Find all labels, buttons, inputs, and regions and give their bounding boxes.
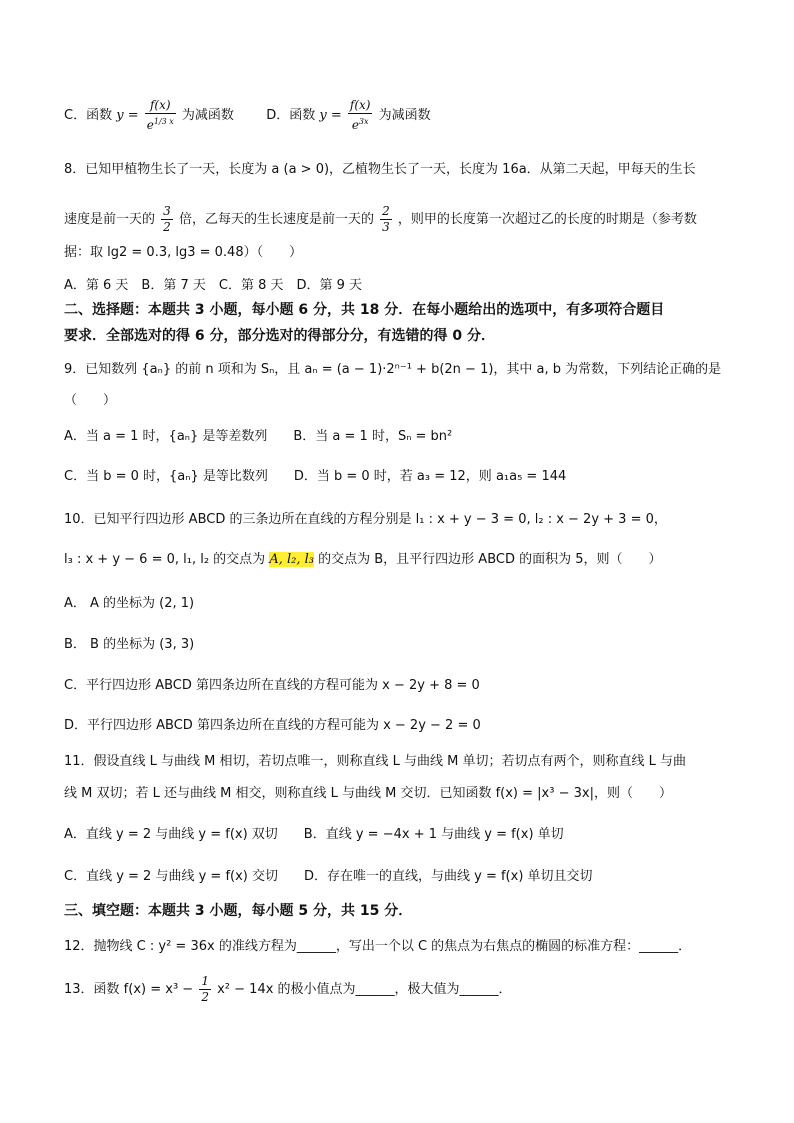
q7c-den-exp: 1/3 x: [153, 117, 174, 126]
q7d-numerator: f(x): [349, 98, 371, 112]
section-2-heading-line-1: 二、选择题：本题共 3 小题，每小题 6 分，共 18 分．在每小题给出的选项中，有多项符合题目: [64, 302, 665, 318]
q7c-suffix: 为减函数: [181, 108, 234, 123]
q8-frac1-den: 2: [163, 220, 171, 234]
q9-line-2: （ ）: [64, 393, 117, 408]
q7c-y: y =: [116, 108, 139, 123]
q7d-den-base: e: [351, 118, 359, 132]
q7c-numerator: f(x): [145, 98, 176, 114]
q7d-den-exp: 3x: [358, 117, 369, 126]
q7c-denominator: [145, 114, 176, 133]
q7d-y: y =: [319, 108, 342, 123]
q7d-fraction: [348, 98, 373, 133]
q11-options-ab: A．直线 y = 2 与曲线 y = f(x) 双切 B．直线 y = −4x + 1 与曲线 y = f(x) 单切: [64, 827, 564, 842]
q7d-denominator: [348, 114, 373, 133]
q8-line2-c: ，则甲的长度第一次超过乙的长度的时期是（参考数: [397, 212, 697, 227]
q13-a: 13．函数 f(x) = x³ −: [64, 982, 194, 997]
section-2-heading-line-2: 要求．全部选对的得 6 分，部分选对的得部分分，有选错的得 0 分．: [64, 328, 495, 344]
q8-line2-b: 倍，乙每天的生长速度是前一天的: [178, 212, 374, 227]
q8-line-1: 8．已知甲植物生长了一天，长度为 a (a > 0)，乙植物生长了一天，长度为 16a．从第二天起，甲每天的生长: [64, 162, 696, 177]
q8-frac2-num: 2: [382, 204, 390, 218]
q8-line-2: [64, 204, 697, 235]
q7d-suffix: 为减函数: [378, 108, 431, 123]
q11-options-cd: C．直线 y = 2 与曲线 y = f(x) 交切 D．存在唯一的直线，与曲线 y = f(x) 单切且交切: [64, 869, 593, 884]
q7c-prefix: C．函数: [64, 108, 113, 123]
q10-highlight: A, l₂, l₃: [269, 552, 314, 567]
q11-line-2: 线 M 双切；若 L 还与曲线 M 相交，则称直线 L 与曲线 M 交切．已知函数 f(x) = |x³ − 3x|，则（ ）: [64, 786, 672, 801]
q9-options-cd: C．当 b = 0 时，{aₙ} 是等比数列 D．当 b = 0 时，若 a₃ = 12，则 a₁a₅ = 144: [64, 469, 567, 484]
q10-option-c: C．平行四边形 ABCD 第四条边所在直线的方程可能为 x − 2y + 8 = 0: [64, 678, 480, 693]
q10-line2-a: l₃ : x + y − 6 = 0, l₁, l₂ 的交点为: [64, 552, 266, 567]
q8-fraction-3-2: [161, 204, 173, 235]
q10-option-b: B． B 的坐标为 (3, 3): [64, 637, 195, 652]
q10-option-d: D．平行四边形 ABCD 第四条边所在直线的方程可能为 x − 2y − 2 = 0: [64, 718, 481, 733]
q10-line2-b: 的交点为 B，且平行四边形 ABCD 的面积为 5，则（ ）: [318, 552, 662, 567]
q8-line-3: 据：取 lg2 = 0.3, lg3 = 0.48）（ ）: [64, 245, 303, 260]
q8-frac1-num: 3: [163, 204, 171, 218]
q13-line: [64, 974, 512, 1005]
q7d-prefix: D．函数: [266, 108, 316, 123]
q13-b: x² − 14x 的极小值点为______，极大值为______．: [217, 982, 512, 997]
q7-option-c-d-line: [64, 98, 431, 133]
q8-options: A．第 6 天 B．第 7 天 C．第 8 天 D．第 9 天: [64, 278, 363, 293]
q13-fraction: [199, 974, 211, 1005]
q13-frac-den: 2: [201, 990, 209, 1004]
q10-line-1: 10．已知平行四边形 ABCD 的三条边所在直线的方程分别是 l₁ : x + y − 3 = 0, l₂ : x − 2y + 3 = 0，: [64, 512, 667, 527]
q10-line-2: [64, 550, 662, 570]
q8-frac2-den: 3: [382, 220, 390, 234]
q7c-fraction: [145, 98, 176, 133]
q11-line-1: 11．假设直线 L 与曲线 M 相切，若切点唯一，则称直线 L 与曲线 M 单切；若切点有两个，则称直线 L 与曲: [64, 754, 687, 769]
q9-line-1: 9．已知数列 {aₙ} 的前 n 项和为 Sₙ，且 aₙ = (a − 1)·2ⁿ⁻¹ + b(2n − 1)，其中 a, b 为常数，下列结论正确的是: [64, 362, 722, 377]
q13-frac-num: 1: [201, 974, 209, 988]
q8-line2-a: 速度是前一天的: [64, 212, 156, 227]
q12-line: 12．抛物线 C : y² = 36x 的准线方程为______，写出一个以 C 的焦点为右焦点的椭圆的标准方程：______．: [64, 939, 692, 954]
q9-options-ab: A．当 a = 1 时，{aₙ} 是等差数列 B．当 a = 1 时，Sₙ = bn²: [64, 429, 453, 444]
section-3-heading: 三、填空题：本题共 3 小题，每小题 5 分，共 15 分．: [64, 903, 413, 919]
q10-option-a: A． A 的坐标为 (2, 1): [64, 596, 195, 611]
q7c-den-base: e: [146, 118, 154, 132]
q8-fraction-2-3: [380, 204, 392, 235]
